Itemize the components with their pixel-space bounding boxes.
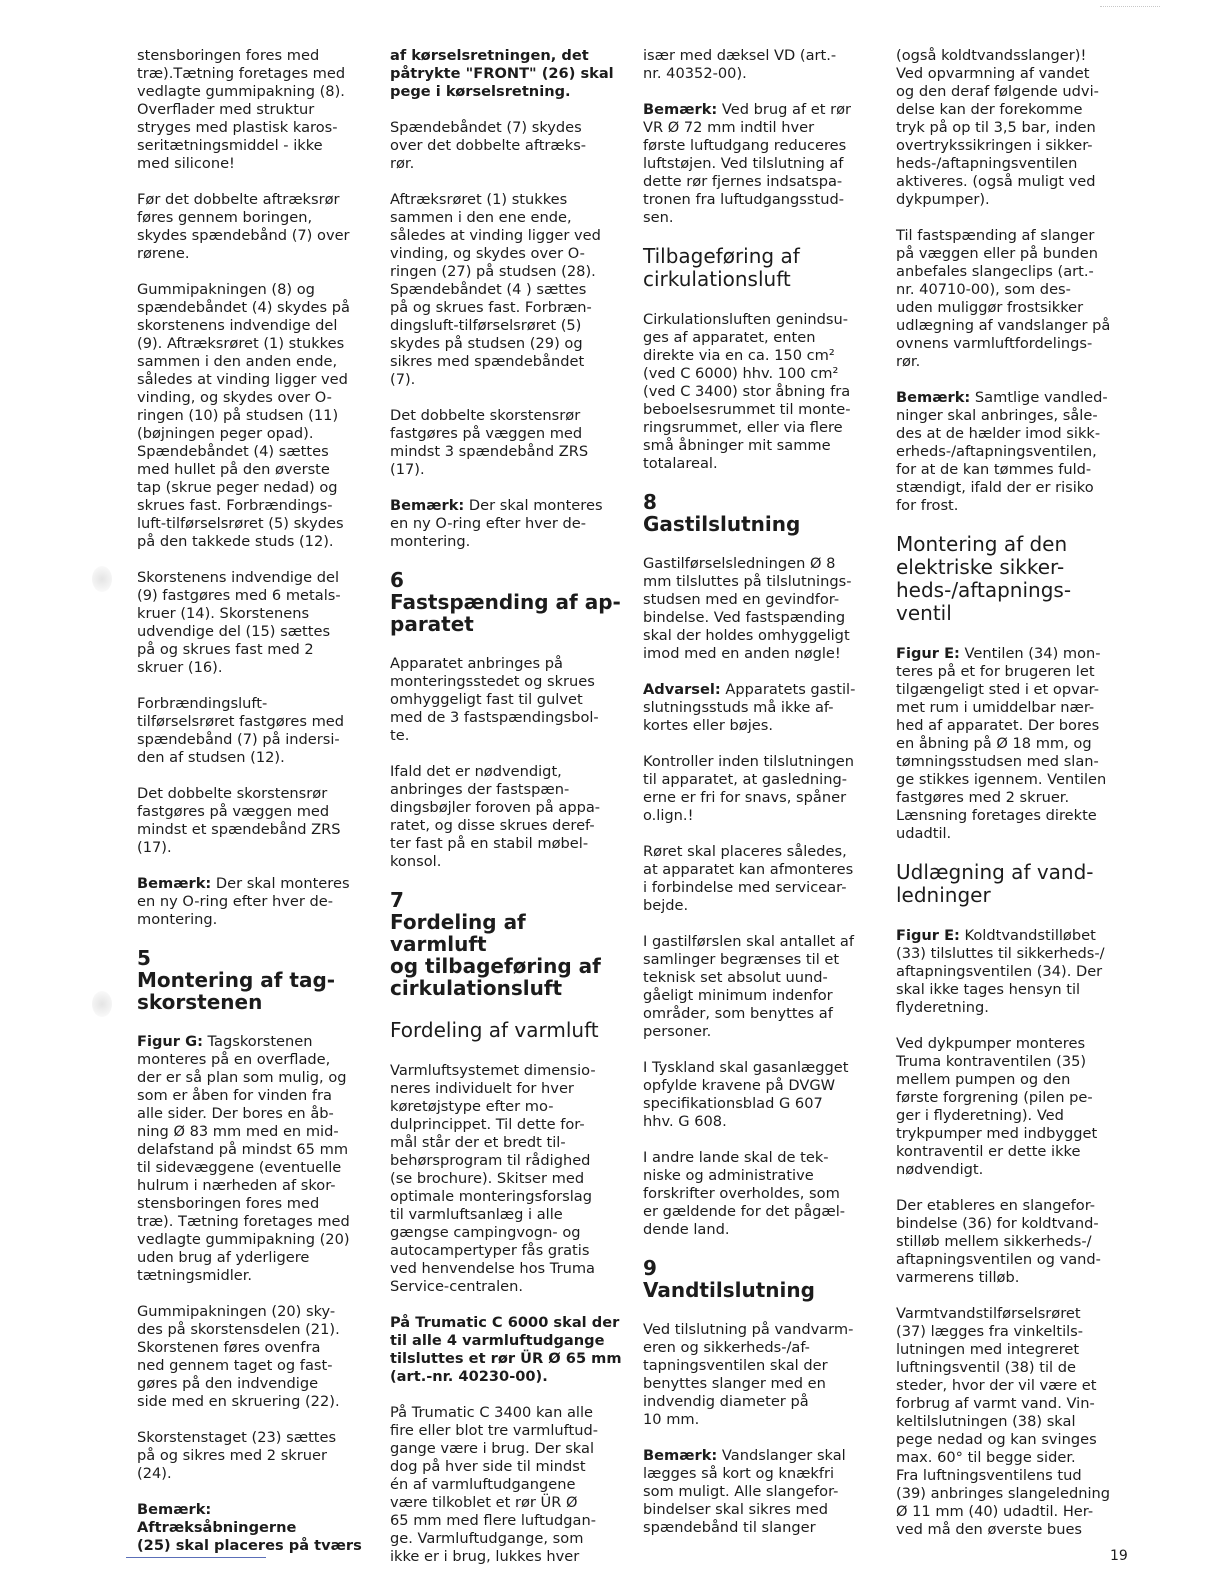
section-heading: 6 Fastspænding af ap- paratet: [390, 568, 621, 636]
paragraph: Forbrændingsluft- tilførselsrøret fastgøres med spændebånd (7) på indersi- den af studsen (12).: [137, 695, 345, 766]
paragraph: I andre lande skal de tek- niske og administrative forskrifter overholdes, som er gældende for det pågæl- dende land.: [643, 1149, 846, 1238]
bold-paragraph: Bemærk: Aftræksåbningerne (25) skal placeres på tværs: [137, 1501, 362, 1554]
note-label: Advarsel:: [643, 681, 721, 698]
note-text: Apparatets gastil- slutningsstuds må ikke af- kortes eller bøjes.: [643, 681, 856, 734]
paragraph: [643, 681, 875, 735]
subsection-heading: Fordeling af varmluft: [390, 1018, 599, 1042]
paragraph: [643, 101, 875, 227]
paragraph: Gastilførselsledningen Ø 8 mm tilsluttes på tilslutnings- studsen med en gevindfor- bindelse. Ved fastspænding skal der holdes omhyggeligt imod med en anden nøgle!: [643, 555, 852, 662]
subsection-heading: Montering af den elektriske sikker- heds-/aftapnings- ventil: [896, 532, 1072, 625]
note-label: Bemærk:: [643, 101, 718, 118]
note-label: Figur E:: [896, 927, 960, 944]
note-text: Vandslanger skal lægges så kort og knækfri som muligt. Alle slangefor- bindelser skal sikres med spændebånd til slanger: [643, 1447, 846, 1536]
footer-rule: [126, 1557, 266, 1558]
section-heading: 7 Fordeling af varmluft og tilbageføring af cirkulationsluft: [390, 888, 601, 1000]
paragraph: Røret skal placeres således, at apparatet kan afmonteres i forbindelse med servicear- bejde.: [643, 843, 854, 914]
paragraph: Det dobbelte skorstensrør fastgøres på væggen med mindst 3 spændebånd ZRS (17).: [390, 407, 589, 478]
note-text: Ventilen (34) mon- teres på et for brugeren let tilgængeligt sted i et opvar- met rum i umiddelbar nær- hed af apparatet. Der bores en åbning på Ø 18 mm, og tømningsstudsen med slan- ge stikkes igennem. Ventilen fastgøres med 2 skruer. Lænsning foretages direkte udadtil.: [896, 645, 1107, 842]
punch-hole-mark-upper: [92, 566, 112, 592]
column-3: [643, 47, 875, 1555]
paragraph: [137, 1033, 369, 1285]
note-label: Figur G:: [137, 1033, 203, 1050]
note-label: Figur E:: [896, 645, 960, 662]
paragraph: Ved tilslutning på vandvarm- eren og sikkerheds-/af- tapningsventilen skal der benyttes slanger med en indvendig diameter på 10 mm.: [643, 1321, 854, 1428]
note-label: Bemærk:: [896, 389, 971, 406]
paragraph: Varmluftsystemet dimensio- neres individuelt for hver køretøjstype efter mo- dulprincippet. Til dette for- mål står der et bredt til- behørsprogram til rådighed (se brochure). Skitser med optimale monteringsforslag til varmluftsanlæg i alle gængse campingvogn- og autocampertyper fås gratis ved henvendelse hos Truma Service-centralen.: [390, 1062, 596, 1295]
bold-paragraph: På Trumatic C 6000 skal der til alle 4 varmluftudgange tilsluttes et rør ÜR Ø 65 mm (art.-nr. 40230-00).: [390, 1314, 622, 1385]
note-label: Bemærk:: [643, 1447, 718, 1464]
section-heading: 9 Vandtilslutning: [643, 1256, 815, 1302]
paragraph: Før det dobbelte aftræksrør føres gennem boringen, skydes spændebånd (7) over rørene.: [137, 191, 350, 262]
paragraph: Spændebåndet (7) skydes over det dobbelte aftræks- rør.: [390, 119, 587, 172]
section-heading: 8 Gastilslutning: [643, 490, 801, 536]
note-text: Tagskorstenen monteres på en overflade, der er så plan som mulig, og som er åben for vinden fra alle sider. Der bores en åb- ning Ø 83 mm med en mid- delafstand på mindst 65 mm til sidevæggene (eventuelle hulrum i nærheden af skor- stensboringen fores med træ). Tætning foretages med vedlagte gummipakning (20) uden brug af yderligere tætningsmidler.: [137, 1033, 350, 1284]
paragraph: [896, 645, 1128, 843]
paragraph: På Trumatic C 3400 kan alle fire eller blot tre varmluftud- gange være i brug. Der skal dog på hver side til mindst én af varmluftudgangene være tilkoblet et rør ÜR Ø 65 mm med flere luftudgan- ge. Varmluftudgange, som ikke er i brug, lukkes hver: [390, 1404, 599, 1565]
paragraph: [643, 1447, 875, 1537]
column-2: [390, 47, 622, 1584]
note-label: Bemærk:: [137, 875, 212, 892]
subsection-heading: Udlægning af vand- ledninger: [896, 860, 1094, 907]
paragraph: Cirkulationsluften genindsu- ges af apparatet, enten direkte via en ca. 150 cm² (ved C 6000) hhv. 100 cm² (ved C 3400) stor åbning fra beboelsesrummet til monte- ringsrummet, eller via flere små åbninger mit samme totalareal.: [643, 311, 851, 472]
paragraph: Det dobbelte skorstensrør fastgøres på væggen med mindst et spændebånd ZRS (17).: [137, 785, 341, 856]
paragraph: Til fastspænding af slanger på væggen eller på bunden anbefales slangeclips (art.- nr. 40710-00), som des- uden muliggør frostsikker udlægning af vandslanger på ovnens varmluftfordelings- rør.: [896, 227, 1111, 370]
note-text: Samtlige vandled- ninger skal anbringes, såle- des at de hælder imod sikk- erheds-/aftapningsventilen, for at de kan tømmes fuld- stændigt, ifald der er risiko for frost.: [896, 389, 1108, 514]
paragraph: Der etableres en slangefor- bindelse (36) for koldtvand- stilløb mellem sikkerheds-/ aftapningsventilen og vand- varmerens tilløb.: [896, 1197, 1101, 1286]
subsection-heading: Tilbageføring af cirkulationsluft: [643, 244, 800, 291]
paragraph: Skorstenens indvendige del (9) fastgøres med 6 metals- kruer (14). Skorstenens udvendige del (15) sættes på og skrues fast med 2 skruer (16).: [137, 569, 341, 676]
paragraph: [137, 875, 369, 929]
paragraph: Apparatet anbringes på monteringsstedet og skrues omhyggeligt fast til gulvet med de 3 fastspændingsbol- te.: [390, 655, 599, 744]
paragraph: Gummipakningen (20) sky- des på skorstensdelen (21). Skorstenen føres ovenfra ned gennem taget og fast- gøres på den indvendige side med en skruering (22).: [137, 1303, 340, 1410]
paragraph: Kontroller inden tilslutningen til apparatet, at gasledning- erne er fri for snavs, spåner o.lign.!: [643, 753, 855, 824]
note-text: Der skal monteres en ny O-ring efter hver de- montering.: [390, 497, 603, 550]
paragraph: stensboringen fores med træ).Tætning foretages med vedlagte gummipakning (8). Overflader med struktur stryges med plastisk karos- seritætningsmiddel - ikke med silicone!: [137, 47, 346, 172]
paragraph: [390, 497, 622, 551]
paragraph: I gastilførslen skal antallet af samlinger begrænses til et teknisk set absolut uund- gåeligt minimum indenfor områder, som benyttes af personer.: [643, 933, 854, 1040]
note-text: Koldtvandstilløbet (33) tilsluttes til sikkerheds-/ aftapningsventilen (34). Der skal ikke tages hensyn til flyderetning.: [896, 927, 1105, 1016]
paragraph: Aftræksrøret (1) stukkes sammen i den ene ende, således at vinding ligger ved vinding, og skydes over O- ringen (27) på studsen (28). Spændebåndet (4 ) sættes på og skrues fast. Forbræn- dingsluft-tilførselsrøret (5) skydes på studsen (29) og sikres med spændebåndet (7).: [390, 191, 601, 388]
paragraph: [896, 389, 1128, 515]
note-text: Der skal monteres en ny O-ring efter hver de- montering.: [137, 875, 350, 928]
paragraph: Ifald det er nødvendigt, anbringes der fastspæn- dingsbøjler foroven på appa- ratet, og disse skrues deref- ter fast på en stabil møbel- konsol.: [390, 763, 601, 870]
paragraph: Ved dykpumper monteres Truma kontraventilen (35) mellem pumpen og den første forgrening (pilen pe- ger i flyderetning). Ved trykpumper med indbygget kontraventil er dette ikke nødvendigt.: [896, 1035, 1098, 1178]
bold-paragraph: af kørselsretningen, det påtrykte "FRONT" (26) skal pege i kørselsretning.: [390, 47, 614, 100]
column-1: [137, 47, 369, 1573]
note-text: Ved brug af et rør VR Ø 72 mm indtil hver første luftudgang reduceres luftstøjen. Ved tilslutning af dette rør fjernes indsatspa- tronen fra luftudgangsstud- sen.: [643, 101, 852, 226]
paragraph: Varmtvandstilførselsrøret (37) lægges fra vinkeltils- lutningen med integreret luftningsventil (38) til de steder, hvor der vil være et forbrug af varmt vand. Vin- keltilslutningen (38) skal pege nedad og kan svinges max. 60° til begge sider. Fra luftningsventilens tud (39) anbringes slangeledning Ø 11 mm (40) udadtil. Her- ved må den øverste bues: [896, 1305, 1111, 1538]
paragraph: I Tyskland skal gasanlægget opfylde kravene på DVGW specifikationsblad G 607 hhv. G 608.: [643, 1059, 849, 1130]
paragraph: Gummipakningen (8) og spændebåndet (4) skydes på skorstenens indvendige del (9). Aftræksrøret (1) stukkes sammen i den anden ende, således at vinding ligger ved vinding, og skydes over O- ringen (10) på studsen (11) (bøjningen peger opad). Spændebåndet (4) sættes med hullet på den øverste tap (skrue peger nedad) og skrues fast. Forbrændings- luft-tilførselsrøret (5) skydes på den takkede studs (12).: [137, 281, 350, 550]
paragraph: især med dæksel VD (art.- nr. 40352-00).: [643, 47, 837, 82]
paragraph: Skorstenstaget (23) sættes på og sikres med 2 skruer (24).: [137, 1429, 337, 1482]
paragraph: (også koldtvandsslanger)! Ved opvarmning af vandet og den deraf følgende udvi- delse kan der forekomme tryk på op til 3,5 bar, inden overtrykssikringen i sikker- heds-/aftapningsventilen aktiveres. (også muligt ved dykpumper).: [896, 47, 1099, 208]
paragraph: [896, 927, 1128, 1017]
scan-corner-mark: [1100, 6, 1160, 7]
page-number: 19: [1110, 1548, 1128, 1564]
note-label: Bemærk:: [390, 497, 465, 514]
column-4: [896, 47, 1128, 1557]
punch-hole-mark-lower: [92, 991, 112, 1017]
section-heading: 5 Montering af tag- skorstenen: [137, 946, 336, 1014]
